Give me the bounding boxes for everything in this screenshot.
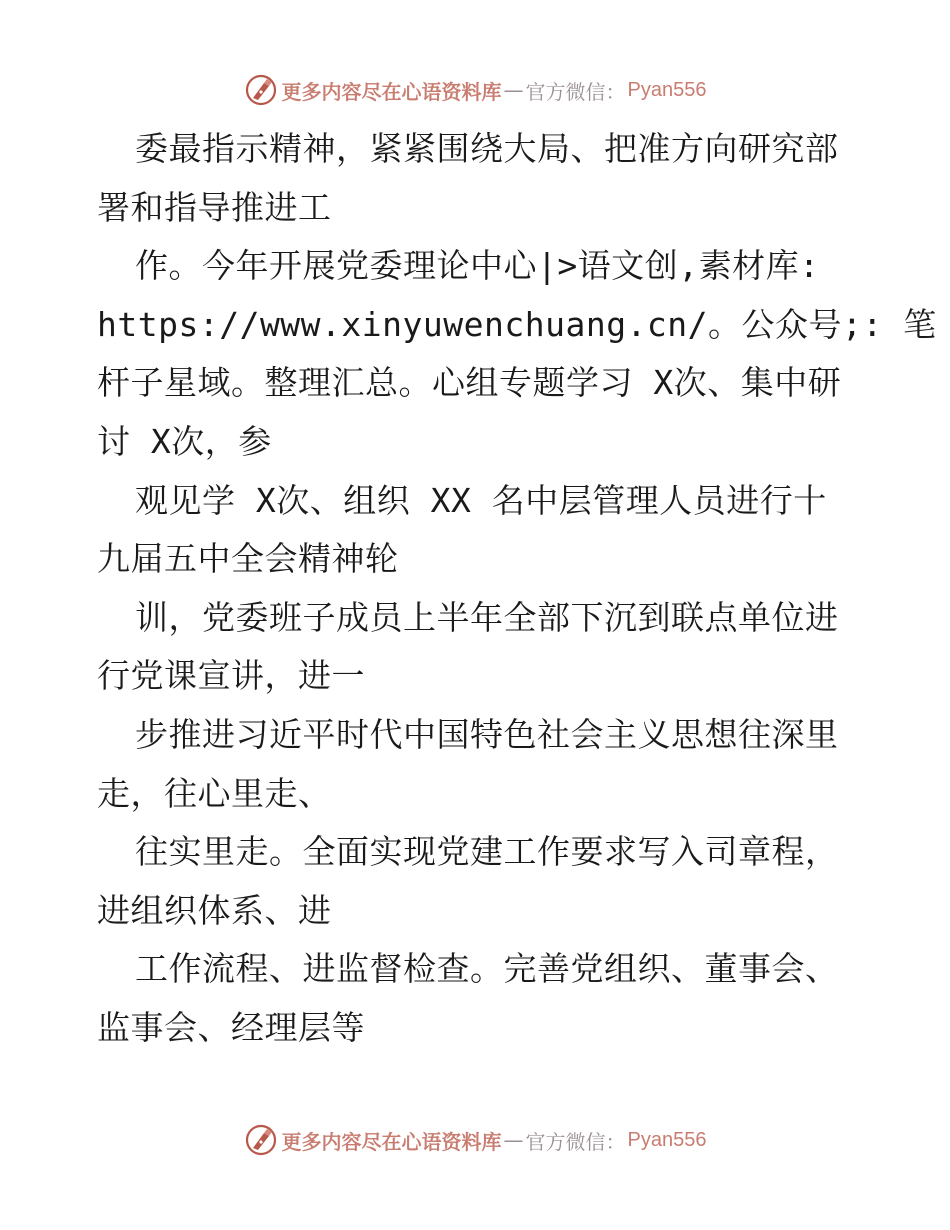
text-line: 监事会、经理层等 bbox=[97, 1007, 365, 1047]
banner-wechat-id: Pyan556 bbox=[627, 1128, 707, 1151]
text-line: 署和指导推进工 bbox=[97, 187, 332, 227]
text-line: https://www.xinyuwenchuang.cn/。公众号;: 笔 bbox=[97, 304, 937, 344]
text-line: 观见学 X次、组织 XX 名中层管理人员进行十 bbox=[135, 480, 827, 520]
banner-dash: — bbox=[503, 1128, 524, 1152]
text-line: 步推进习近平时代中国特色社会主义思想往深里 bbox=[135, 714, 839, 754]
pen-nib-logo-icon bbox=[244, 1123, 278, 1157]
text-line: 走，往心里走、 bbox=[97, 773, 332, 813]
footer-banner bbox=[0, 1120, 950, 1160]
text-line: 训，党委班子成员上半年全部下沉到联点单位进 bbox=[135, 597, 839, 637]
text-line: 讨 X次，参 bbox=[97, 421, 272, 461]
text-line: 杆子星域。整理汇总。心组专题学习 X次、集中研 bbox=[97, 363, 842, 403]
banner-wechat-label: 官方微信： bbox=[525, 79, 626, 104]
banner-site-text: 更多内容尽在心语资料库 bbox=[281, 79, 502, 104]
text-line: 进组织体系、进 bbox=[97, 890, 332, 930]
banner-dash: — bbox=[503, 78, 524, 102]
banner-wechat-label: 官方微信： bbox=[525, 1129, 626, 1154]
text-line: 行党课宣讲，进一 bbox=[97, 656, 365, 696]
banner-site-text: 更多内容尽在心语资料库 bbox=[281, 1129, 502, 1154]
document-body bbox=[97, 120, 937, 1058]
text-line: 作。今年开展党委理论中心|>语文创,素材库: bbox=[135, 246, 820, 286]
banner-wechat-id: Pyan556 bbox=[627, 78, 707, 101]
text-line: 九届五中全会精神轮 bbox=[97, 539, 399, 579]
text-line: 委最指示精神，紧紧围绕大局、把准方向研究部 bbox=[135, 129, 839, 168]
pen-nib-logo-icon bbox=[244, 73, 278, 107]
text-line: 工作流程、进监督检查。完善党组织、董事会、 bbox=[135, 949, 839, 989]
header-banner bbox=[0, 70, 950, 110]
text-line: 往实里走。全面实现党建工作要求写入司章程， bbox=[135, 832, 839, 872]
